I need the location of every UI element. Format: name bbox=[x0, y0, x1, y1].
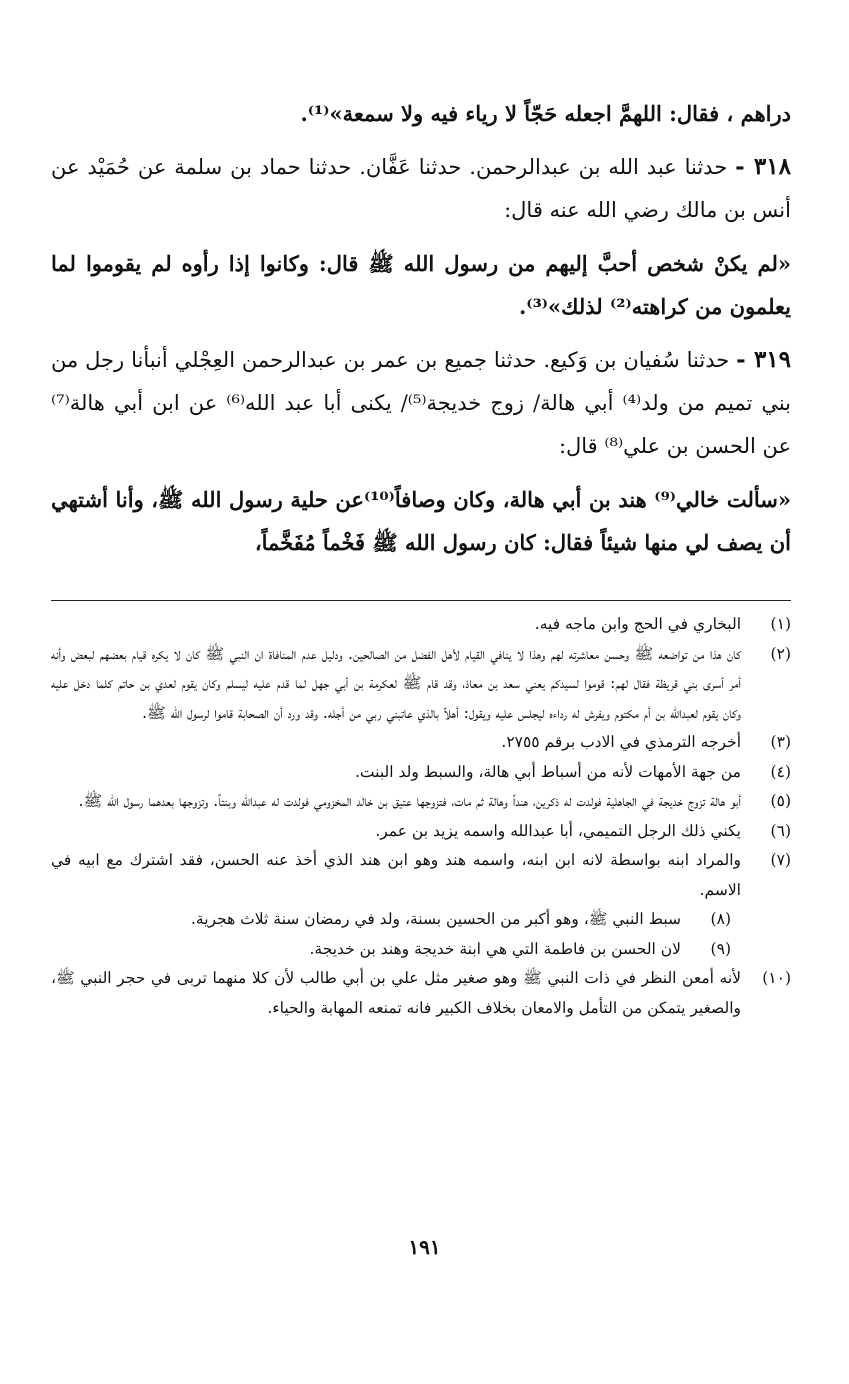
footnote-text: لأنه أمعن النظر في ذات النبي ﷺ وهو صغير مثل علي بن أبي طالب لأن كلا منهما تربى في حجر النبي ﷺ، والصغير يتمكن من التأمل والامعان بخلاف الكبير فانه تمنعه المهابة والحياء. bbox=[51, 969, 741, 1017]
footnote-number: (٢) bbox=[770, 644, 791, 663]
footnote-number: (١٠) bbox=[762, 969, 791, 987]
hadith-318-text: «لم يكنْ شخص أحبَّ إليهم من رسول الله ﷺ قال: وكانوا إذا رأوه لم يقوموا لما يعلمون من كراهته⁽²⁾ لذلك»⁽³⁾. bbox=[51, 251, 792, 319]
page-number: ١٩١ bbox=[408, 1235, 441, 1259]
intro-line: دراهم ، فقال: اللهمَّ اجعله حَجّاً لا رياء فيه ولا سمعة»⁽¹⁾. bbox=[300, 101, 791, 126]
footnote-item bbox=[51, 758, 791, 788]
footnote-number: (٨) bbox=[710, 910, 731, 928]
footnote-text: لان الحسن بن فاطمة التي هي ابنة خديجة وهند بن خديجة. bbox=[309, 939, 681, 958]
footnote-text: كان هذا من تواضعه ﷺ وحسن معاشرته لهم وهذا لا ينافي القيام لأهل الفضل من الصالحين. ودليل عدم المنافاة ان النبي ﷺ كان لا يكره قيام بعضهم لبعض وأنه أمر أسرى بني قريظة فقال لهم: قوموا لسيدكم يعني سعد بن معاذ، وقد قام ﷺ لعكرمة بن أبي جهل لما قدم عليه ليسلم وكان يقوم لعدي بن حاتم كلما دخل عليه وكان يقوم لعبدالله بن أم مكتوم ويفرش له رداءه ليجلس عليه ويقول: أهلاً بالذي عاتبني ربي من أجله. وقد ورد أن الصحابة قاموا لرسول الله ﷺ. bbox=[51, 644, 741, 722]
footnote-number: (٤) bbox=[770, 762, 791, 781]
hadith-318-chain bbox=[51, 145, 791, 232]
footnote-divider bbox=[51, 600, 791, 601]
footnote-number: (٩) bbox=[710, 939, 731, 958]
footnote-number: (٥) bbox=[770, 792, 791, 810]
footnote-text: سبط النبي ﷺ، وهو أكبر من الحسين بسنة، ولد في رمضان سنة ثلاث هجرية. bbox=[190, 910, 681, 928]
footnote-item bbox=[51, 935, 791, 965]
footnote-text: من جهة الأمهات لأنه من أسباط أبي هالة، والسبط ولد البنت. bbox=[355, 762, 741, 781]
hadith-319-isnad: حدثنا سُفيان بن وَكيع. حدثنا جميع بن عمر بن عبدالرحمن العِجْلي أنبأنا رجل من بني تميم من ولد⁽⁴⁾ أبي هالة/ زوج خديجة⁽⁵⁾/ يكنى أبا عبد الله⁽⁶⁾ عن ابن أبي هالة⁽⁷⁾ عن الحسن بن علي⁽⁸⁾ قال: bbox=[51, 348, 792, 458]
footnote-text: أخرجه الترمذي في الادب برقم ٢٧٥٥. bbox=[501, 733, 741, 751]
footnote-item bbox=[51, 640, 791, 729]
footnote-item bbox=[51, 787, 791, 817]
footnote-number: (٣) bbox=[770, 733, 791, 751]
footnote-text: والمراد ابنه بواسطة لانه ابن ابنه، واسمه هند وهو ابن هند الذي أخذ عنه الحسن، فقد اشترك مع ابيه في الاسم. bbox=[51, 851, 741, 899]
hadith-319-number: ٣١٩ - bbox=[736, 346, 791, 373]
hadith-319-chain bbox=[51, 338, 791, 468]
footnote-item bbox=[51, 964, 791, 1023]
footnote-text: يكني ذلك الرجل التميمي، أبا عبدالله واسمه يزيد بن عمر. bbox=[375, 821, 741, 840]
footnote-item bbox=[51, 846, 791, 905]
footnote-number: (٧) bbox=[770, 851, 791, 869]
hadith-318-isnad: حدثنا عبد الله بن عبدالرحمن. حدثنا عَفَّان. حدثنا حماد بن سلمة عن حُمَيْد عن أنس بن مالك رضي الله عنه قال: bbox=[51, 155, 791, 222]
footnote-item bbox=[51, 610, 791, 640]
footnote-number: (٦) bbox=[770, 821, 791, 840]
footnotes bbox=[51, 610, 791, 1023]
hadith-318-number: ٣١٨ - bbox=[735, 153, 791, 180]
footnote-item bbox=[51, 817, 791, 847]
hadith-319-text: «سألت خالي⁽⁹⁾ هند بن أبي هالة، وكان وصافاً⁽¹⁰⁾عن حلية رسول الله ﷺ، وأنا أشتهي أن يصف لي منها شيئاً فقال: كان رسول الله ﷺ فَخْماً مُفَخَّماً، bbox=[51, 487, 791, 555]
footnote-text: البخاري في الحج وابن ماجه فيه. bbox=[534, 615, 741, 633]
main-text bbox=[51, 92, 791, 564]
footnote-number: (١) bbox=[770, 615, 791, 633]
footnote-item bbox=[51, 905, 791, 935]
footnote-text: أبو هالة تزوج خديجة في الجاهلية فولدت له ذكرين، هنداً وهالة ثم مات، فتزوجها عتيق بن خالد المخزومي فولدت له عبدالله وبنتاً. وتزوجها بعدهما رسول الله ﷺ. bbox=[78, 792, 741, 810]
footnote-item bbox=[51, 728, 791, 758]
